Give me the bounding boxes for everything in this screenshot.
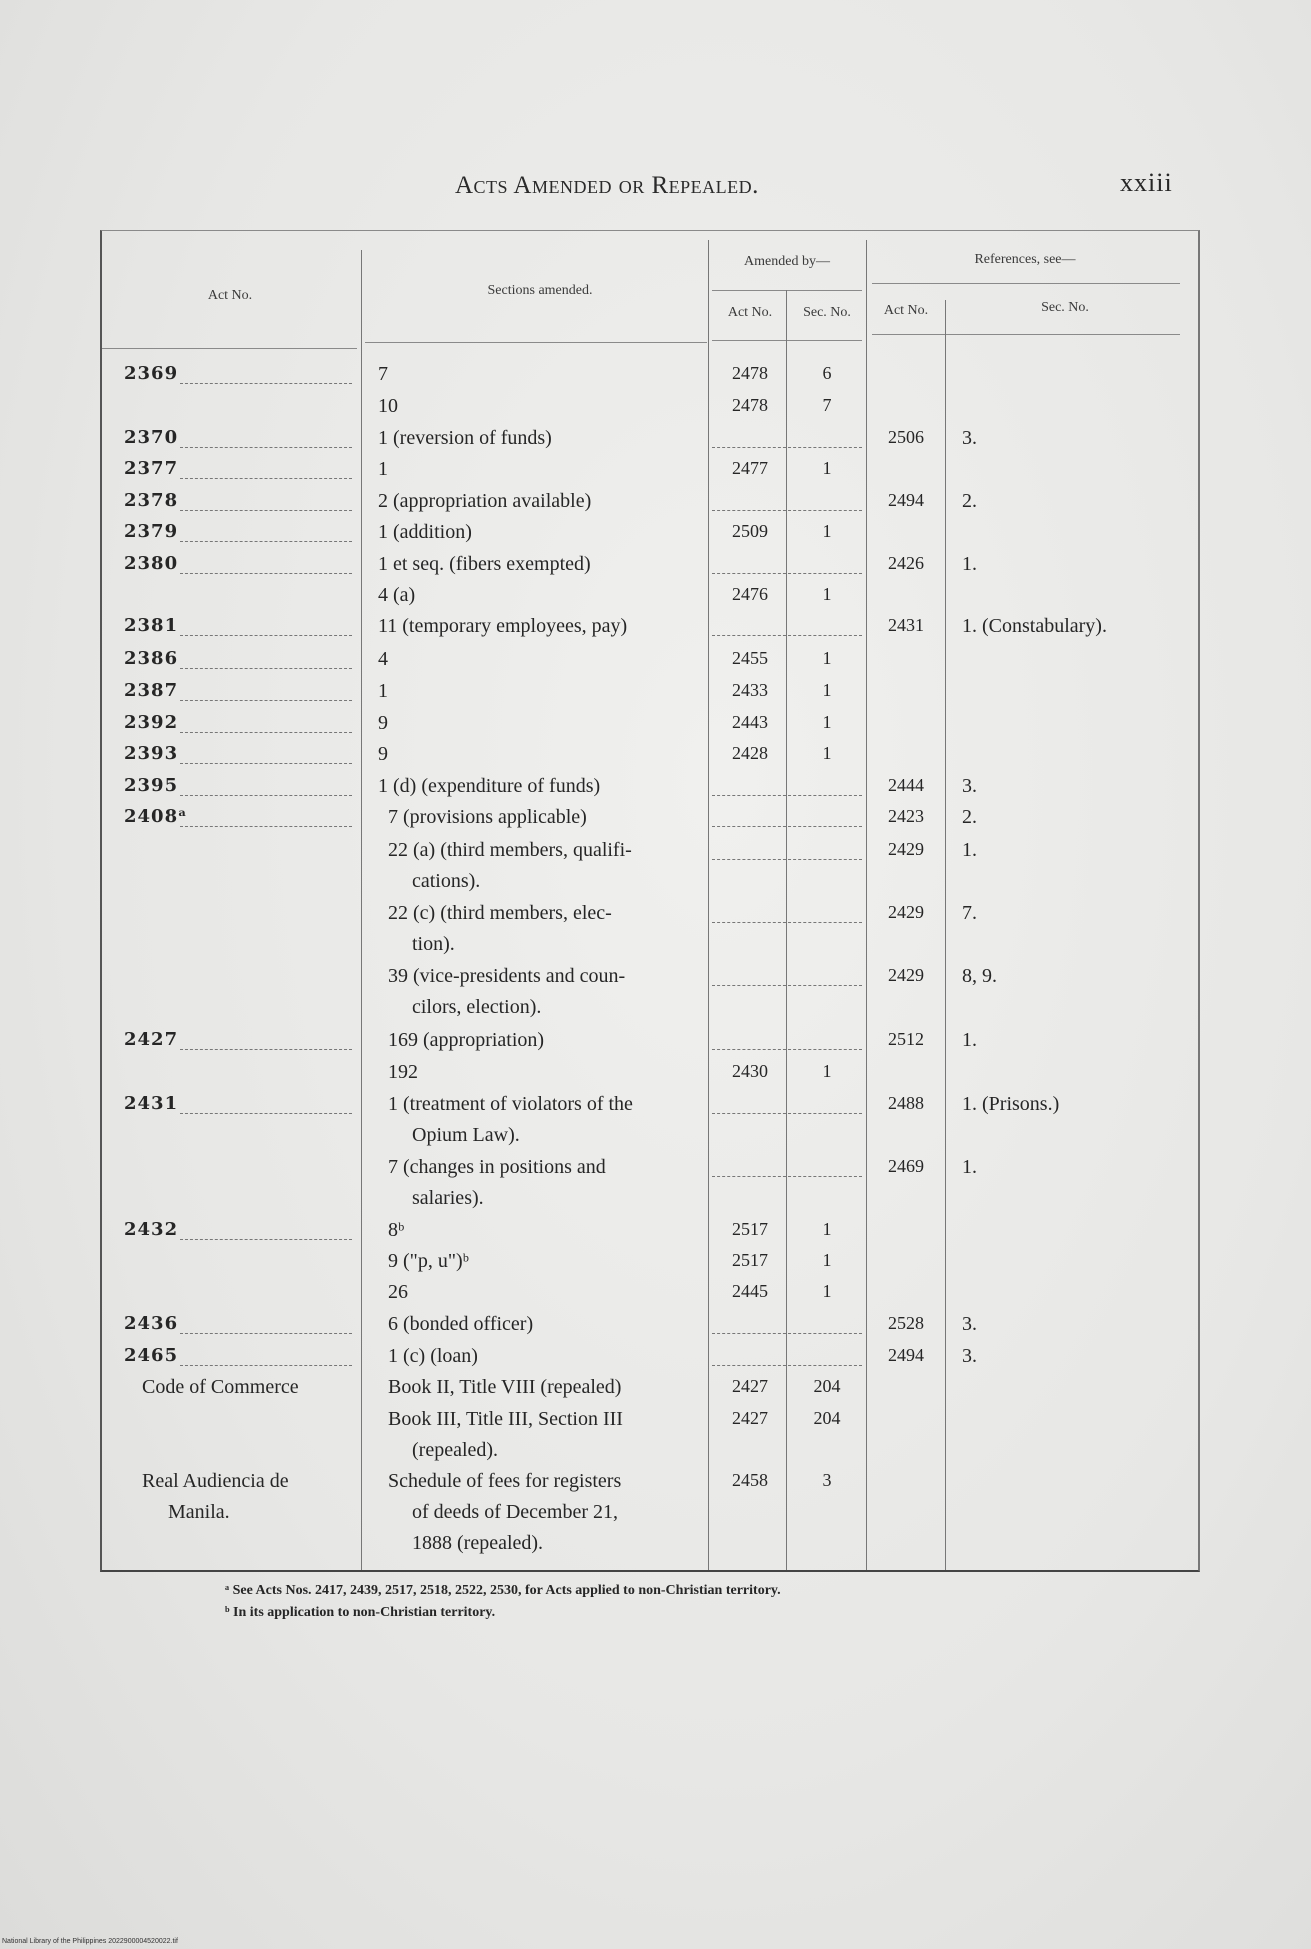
- dot-leader: [180, 1049, 352, 1050]
- section-amended: 26: [388, 1281, 408, 1303]
- act-number: 2377: [124, 458, 179, 479]
- section-amended-continued: (repealed).: [412, 1439, 499, 1461]
- section-amended: 1 et seq. (fibers exempted): [378, 553, 591, 575]
- amended-act-no: 2477: [732, 458, 768, 478]
- amended-act-no: 2509: [732, 521, 768, 541]
- section-amended-continued: salaries).: [412, 1187, 484, 1209]
- amended-sec-no: 1: [822, 584, 832, 604]
- dot-leader: [180, 826, 352, 827]
- reference-sec-no: 8, 9.: [962, 965, 997, 987]
- amended-sec-no: 6: [822, 363, 832, 383]
- dot-leader: [180, 447, 352, 448]
- footnote-a: ᵃ See Acts Nos. 2417, 2439, 2517, 2518, 2522, 2530, for Acts applied to non-Christian territory.: [225, 1583, 781, 1598]
- acts-table: [100, 230, 1200, 1572]
- act-number: 2387: [124, 680, 179, 701]
- act-number: 2393: [124, 743, 179, 764]
- reference-act-no: 2528: [888, 1313, 924, 1333]
- dot-leader: [712, 1176, 862, 1177]
- reference-act-no: 2506: [888, 427, 924, 447]
- dot-leader: [180, 732, 352, 733]
- section-amended: 1 (d) (expenditure of funds): [378, 775, 601, 797]
- act-number: 2379: [124, 521, 179, 542]
- dot-leader: [180, 1333, 352, 1334]
- amended-sec-no: 1: [822, 1219, 832, 1239]
- amended-sec-no: 204: [813, 1408, 841, 1428]
- dot-leader: [180, 541, 352, 542]
- amended-sec-no: 1: [822, 458, 832, 478]
- reference-sec-no: 1.: [962, 1029, 977, 1051]
- header-rule: [365, 342, 707, 343]
- act-number: Real Audiencia de: [142, 1470, 289, 1492]
- dot-leader: [712, 635, 862, 636]
- dot-leader: [180, 635, 352, 636]
- amended-sec-no: 1: [822, 1061, 832, 1081]
- reference-act-no: 2444: [888, 775, 924, 795]
- amended-act-no: 2517: [732, 1250, 768, 1270]
- dot-leader: [180, 763, 352, 764]
- act-number-continued: Manila.: [168, 1501, 230, 1523]
- reference-sec-no: 1. (Constabulary).: [962, 615, 1107, 637]
- act-number: 2378: [124, 490, 179, 511]
- act-number: 2431: [124, 1093, 179, 1114]
- amended-act-no: 2455: [732, 648, 768, 668]
- section-amended-continued: Opium Law).: [412, 1124, 520, 1146]
- amended-sec-no: 1: [822, 1281, 832, 1301]
- amended-sec-no: 1: [822, 743, 832, 763]
- section-amended: 22 (a) (third members, qualifi-: [388, 839, 632, 861]
- dot-leader: [180, 700, 352, 701]
- header-rule: [872, 334, 1180, 335]
- amended-act-no: 2428: [732, 743, 768, 763]
- section-amended: 7 (provisions applicable): [388, 806, 587, 828]
- reference-act-no: 2429: [888, 902, 924, 922]
- amended-sec-no: 1: [822, 680, 832, 700]
- section-amended: 11 (temporary employees, pay): [378, 615, 628, 637]
- header-rule: [712, 290, 862, 291]
- reference-sec-no: 1.: [962, 1156, 977, 1178]
- amended-act-no: 2445: [732, 1281, 768, 1301]
- section-amended: 169 (appropriation): [388, 1029, 545, 1051]
- dot-leader: [712, 826, 862, 827]
- dot-leader: [180, 668, 352, 669]
- reference-sec-no: 3.: [962, 427, 977, 449]
- amended-act-no: 2517: [732, 1219, 768, 1239]
- header-amended-by: Amended by—: [744, 254, 830, 269]
- header-act-no: Act No.: [207, 288, 253, 303]
- act-number: 2370: [124, 427, 179, 448]
- header-rule: [712, 340, 862, 341]
- header-rule: [872, 283, 1180, 284]
- section-amended: Book III, Title III, Section III: [388, 1408, 623, 1430]
- column-rule: [361, 250, 362, 1570]
- act-number: 2432: [124, 1219, 179, 1240]
- section-amended: Schedule of fees for registers: [388, 1470, 622, 1492]
- act-number: 2395: [124, 775, 179, 796]
- section-amended-continued: 1888 (repealed).: [412, 1532, 544, 1554]
- reference-act-no: 2429: [888, 965, 924, 985]
- reference-act-no: 2469: [888, 1156, 924, 1176]
- amended-sec-no: 7: [822, 395, 832, 415]
- act-number: Code of Commerce: [142, 1376, 299, 1398]
- section-amended: 2 (appropriation available): [378, 490, 592, 512]
- dot-leader: [712, 1365, 862, 1366]
- section-amended: 1: [378, 680, 388, 702]
- footnote-b: ᵇ In its application to non-Christian territory.: [225, 1605, 496, 1620]
- section-amended: 4 (a): [378, 584, 416, 606]
- amended-sec-no: 1: [822, 1250, 832, 1270]
- dot-leader: [712, 985, 862, 986]
- section-amended: 1 (treatment of violators of the: [388, 1093, 633, 1115]
- act-number: 2436: [124, 1313, 179, 1334]
- reference-sec-no: 3.: [962, 1345, 977, 1367]
- dot-leader: [712, 573, 862, 574]
- section-amended: 22 (c) (third members, elec-: [388, 902, 612, 924]
- header-amended-act-no: Act No.: [727, 305, 773, 320]
- reference-act-no: 2431: [888, 615, 924, 635]
- header-references: References, see—: [974, 252, 1076, 267]
- page-number: xxiii: [1120, 168, 1173, 197]
- reference-act-no: 2426: [888, 553, 924, 573]
- dot-leader: [180, 1239, 352, 1240]
- header-ref-act-no: Act No.: [883, 303, 929, 318]
- act-number: 2386: [124, 648, 179, 669]
- amended-sec-no: 1: [822, 712, 832, 732]
- reference-act-no: 2512: [888, 1029, 924, 1049]
- reference-act-no: 2494: [888, 490, 924, 510]
- reference-sec-no: 7.: [962, 902, 977, 924]
- section-amended: 10: [378, 395, 398, 417]
- section-amended-continued: cations).: [412, 870, 481, 892]
- amended-act-no: 2478: [732, 395, 768, 415]
- amended-sec-no: 1: [822, 521, 832, 541]
- dot-leader: [712, 1333, 862, 1334]
- scan-credit: National Library of the Philippines 2022900004520022.tif: [2, 1938, 178, 1945]
- reference-sec-no: 2.: [962, 490, 977, 512]
- amended-sec-no: 1: [822, 648, 832, 668]
- reference-sec-no: 3.: [962, 1313, 977, 1335]
- reference-act-no: 2488: [888, 1093, 924, 1113]
- section-amended: 9 ("p, u")ᵇ: [388, 1250, 469, 1272]
- dot-leader: [180, 795, 352, 796]
- header-rule: [102, 348, 357, 349]
- dot-leader: [712, 922, 862, 923]
- section-amended: 7 (changes in positions and: [388, 1156, 606, 1178]
- section-amended: 1 (addition): [378, 521, 472, 543]
- amended-act-no: 2427: [732, 1408, 768, 1428]
- act-number: 2427: [124, 1029, 179, 1050]
- section-amended-continued: cilors, election).: [412, 996, 542, 1018]
- amended-act-no: 2433: [732, 680, 768, 700]
- amended-act-no: 2427: [732, 1376, 768, 1396]
- dot-leader: [712, 447, 862, 448]
- amended-act-no: 2458: [732, 1470, 768, 1490]
- header-ref-sec-no: Sec. No.: [1041, 300, 1089, 315]
- column-rule: [708, 240, 709, 1570]
- footnotes: [225, 1580, 781, 1624]
- dot-leader: [180, 1365, 352, 1366]
- header-sections-amended: Sections amended.: [487, 283, 593, 298]
- act-number: 2465: [124, 1345, 179, 1366]
- amended-sec-no: 3: [822, 1470, 832, 1490]
- dot-leader: [712, 859, 862, 860]
- dot-leader: [712, 1049, 862, 1050]
- amended-act-no: 2478: [732, 363, 768, 383]
- dot-leader: [712, 510, 862, 511]
- dot-leader: [180, 478, 352, 479]
- running-title: Acts Amended or Repealed.: [455, 172, 759, 199]
- act-number: 2392: [124, 712, 179, 733]
- section-amended: 9: [378, 712, 388, 734]
- act-number: 2408ᵃ: [124, 806, 188, 827]
- section-amended: 9: [378, 743, 388, 765]
- reference-sec-no: 2.: [962, 806, 977, 828]
- section-amended: 39 (vice-presidents and coun-: [388, 965, 626, 987]
- reference-sec-no: 1.: [962, 839, 977, 861]
- dot-leader: [180, 383, 352, 384]
- section-amended: 1: [378, 458, 388, 480]
- reference-sec-no: 1.: [962, 553, 977, 575]
- dot-leader: [180, 510, 352, 511]
- section-amended: 4: [378, 648, 388, 670]
- act-number: 2380: [124, 553, 179, 574]
- amended-act-no: 2430: [732, 1061, 768, 1081]
- header-amended-sec-no: Sec. No.: [803, 305, 851, 320]
- section-amended: 192: [388, 1061, 418, 1083]
- amended-act-no: 2443: [732, 712, 768, 732]
- reference-sec-no: 3.: [962, 775, 977, 797]
- reference-act-no: 2494: [888, 1345, 924, 1365]
- section-amended-continued: of deeds of December 21,: [412, 1501, 619, 1523]
- dot-leader: [180, 573, 352, 574]
- amended-act-no: 2476: [732, 584, 768, 604]
- act-number: 2369: [124, 363, 179, 384]
- section-amended: 6 (bonded officer): [388, 1313, 534, 1335]
- act-number: 2381: [124, 615, 179, 636]
- section-amended: 1 (c) (loan): [388, 1345, 478, 1367]
- reference-sec-no: 1. (Prisons.): [962, 1093, 1060, 1115]
- section-amended: 1 (reversion of funds): [378, 427, 552, 449]
- reference-act-no: 2423: [888, 806, 924, 826]
- amended-sec-no: 204: [813, 1376, 841, 1396]
- dot-leader: [180, 1113, 352, 1114]
- section-amended: Book II, Title VIII (repealed): [388, 1376, 622, 1398]
- section-amended-continued: tion).: [412, 933, 455, 955]
- section-amended: 7: [378, 363, 388, 385]
- dot-leader: [712, 795, 862, 796]
- section-amended: 8ᵇ: [388, 1219, 405, 1241]
- reference-act-no: 2429: [888, 839, 924, 859]
- dot-leader: [712, 1113, 862, 1114]
